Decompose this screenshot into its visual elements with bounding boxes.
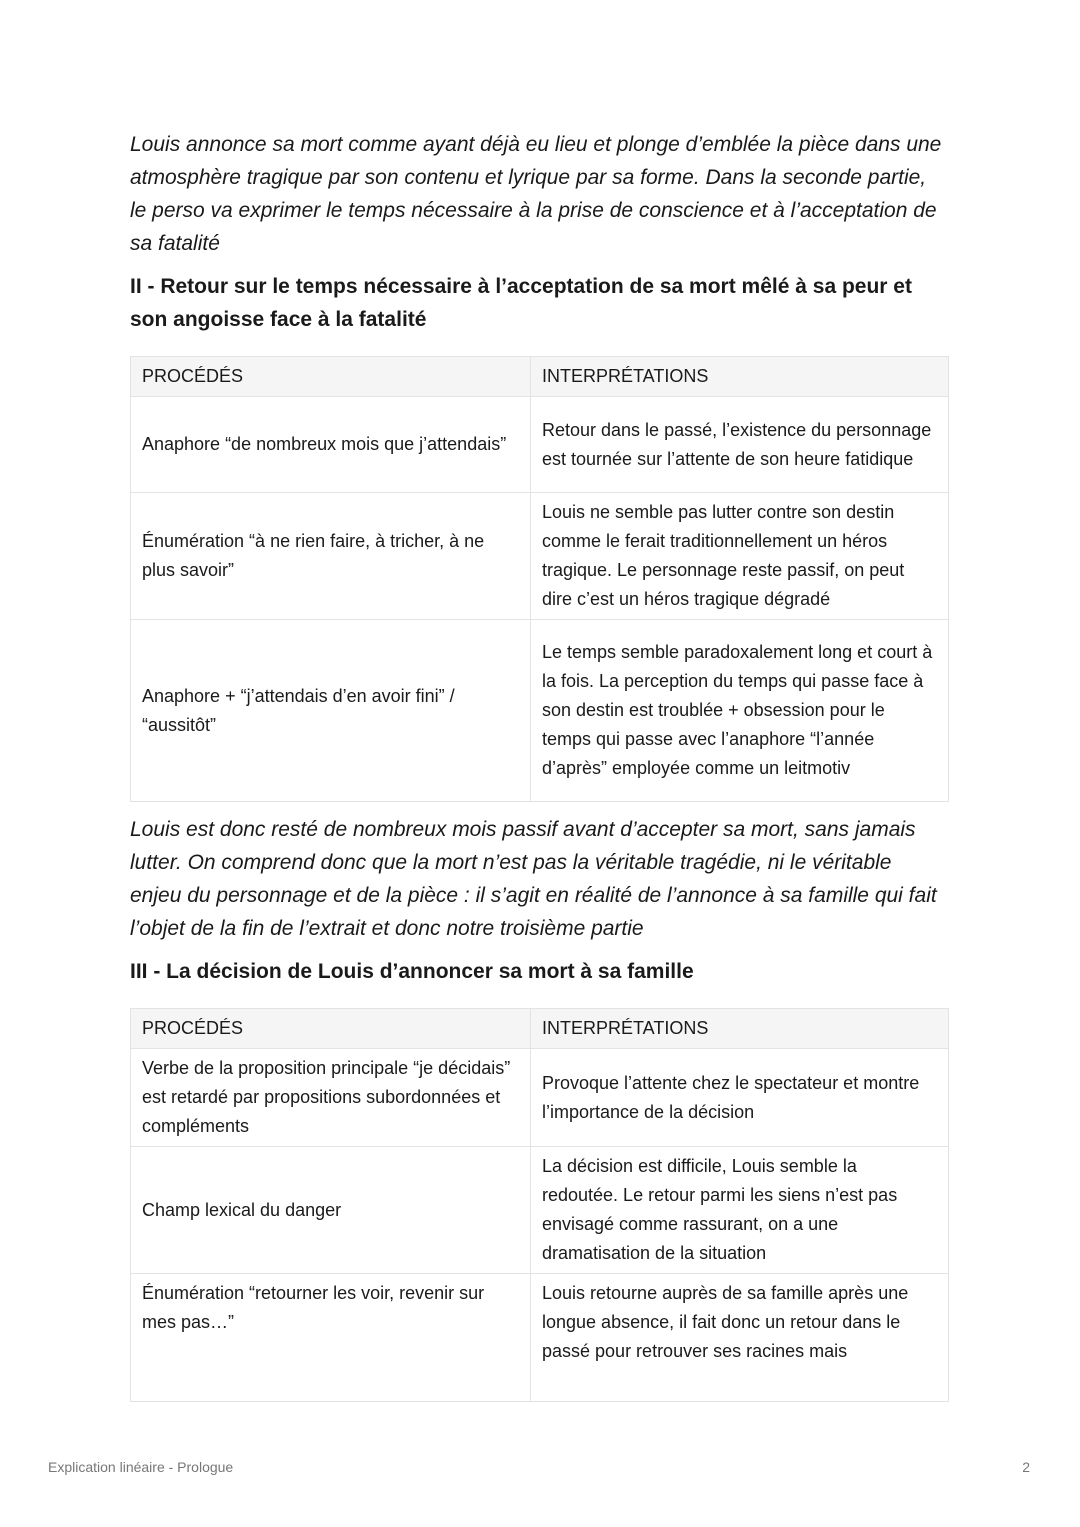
- table-row: [131, 1049, 949, 1147]
- column-header-interpretations: INTERPRÉTATIONS: [531, 357, 949, 397]
- column-header-procedes: PROCÉDÉS: [131, 1009, 531, 1049]
- table-row: [131, 620, 949, 802]
- interpretation-cell: Louis ne semble pas lutter contre son destin comme le ferait traditionnellement un héros tragique. Le personnage reste passif, on peut dire c’est un héros tragique dégradé: [531, 493, 949, 620]
- procede-cell: Énumération “retourner les voir, revenir sur mes pas…”: [131, 1274, 531, 1402]
- procede-cell: Énumération “à ne rien faire, à tricher, à ne plus savoir”: [131, 493, 531, 620]
- table-row: [131, 493, 949, 620]
- intro-paragraph: Louis annonce sa mort comme ayant déjà eu lieu et plonge d’emblée la pièce dans une atmosphère tragique par son contenu et lyrique par sa forme. Dans la seconde partie, le perso va exprimer le temps nécessaire à la prise de conscience et à l’acceptation de sa fatalité: [130, 133, 942, 255]
- interpretation-cell: Louis retourne auprès de sa famille après une longue absence, il fait donc un retour dans le passé pour retrouver ses racines mais: [531, 1274, 949, 1402]
- footer-title: Explication linéaire - Prologue: [48, 1459, 234, 1475]
- table-header-row: [131, 1009, 949, 1049]
- procede-cell: Anaphore “de nombreux mois que j’attendais”: [131, 397, 531, 493]
- table-header-row: [131, 357, 949, 397]
- interpretation-cell: Provoque l’attente chez le spectateur et montre l’importance de la décision: [531, 1049, 949, 1147]
- procede-cell: Anaphore + “j’attendais d’en avoir fini” / “aussitôt”: [131, 620, 531, 802]
- interpretation-cell: La décision est difficile, Louis semble la redoutée. Le retour parmi les siens n’est pas envisagé comme rassurant, on a une dramatisation de la situation: [531, 1147, 949, 1274]
- procede-cell: Verbe de la proposition principale “je décidais” est retardé par propositions subordonnées et compléments: [131, 1049, 531, 1147]
- table-row: [131, 1147, 949, 1274]
- column-header-interpretations: INTERPRÉTATIONS: [531, 1009, 949, 1049]
- procede-cell: Champ lexical du danger: [131, 1147, 531, 1274]
- section-3-table: [130, 1008, 949, 1402]
- interpretation-cell: Retour dans le passé, l’existence du personnage est tournée sur l’attente de son heure fatidique: [531, 397, 949, 493]
- transition-paragraph: Louis est donc resté de nombreux mois passif avant d’accepter sa mort, sans jamais lutter. On comprend donc que la mort n’est pas la véritable tragédie, ni le véritable enjeu du personnage et de la pièce : il s’agit en réalité de l’annonce à sa famille qui fait l’objet de la fin de l’extrait et donc notre troisième partie: [130, 818, 937, 940]
- page-number: 2: [1022, 1459, 1030, 1475]
- section-2-table: [130, 356, 949, 802]
- page-content: [130, 128, 948, 1402]
- table-row: [131, 397, 949, 493]
- table-row: [131, 1274, 949, 1402]
- column-header-procedes: PROCÉDÉS: [131, 357, 531, 397]
- section-2-heading: II - Retour sur le temps nécessaire à l’acceptation de sa mort mêlé à sa peur et son angoisse face à la fatalité: [130, 275, 912, 331]
- section-3-heading: III - La décision de Louis d’annoncer sa mort à sa famille: [130, 960, 694, 983]
- interpretation-cell: Le temps semble paradoxalement long et court à la fois. La perception du temps qui passe face à son destin est troublée + obsession pour le temps qui passe avec l’anaphore “l’année d’après” employée comme un leitmotiv: [531, 620, 949, 802]
